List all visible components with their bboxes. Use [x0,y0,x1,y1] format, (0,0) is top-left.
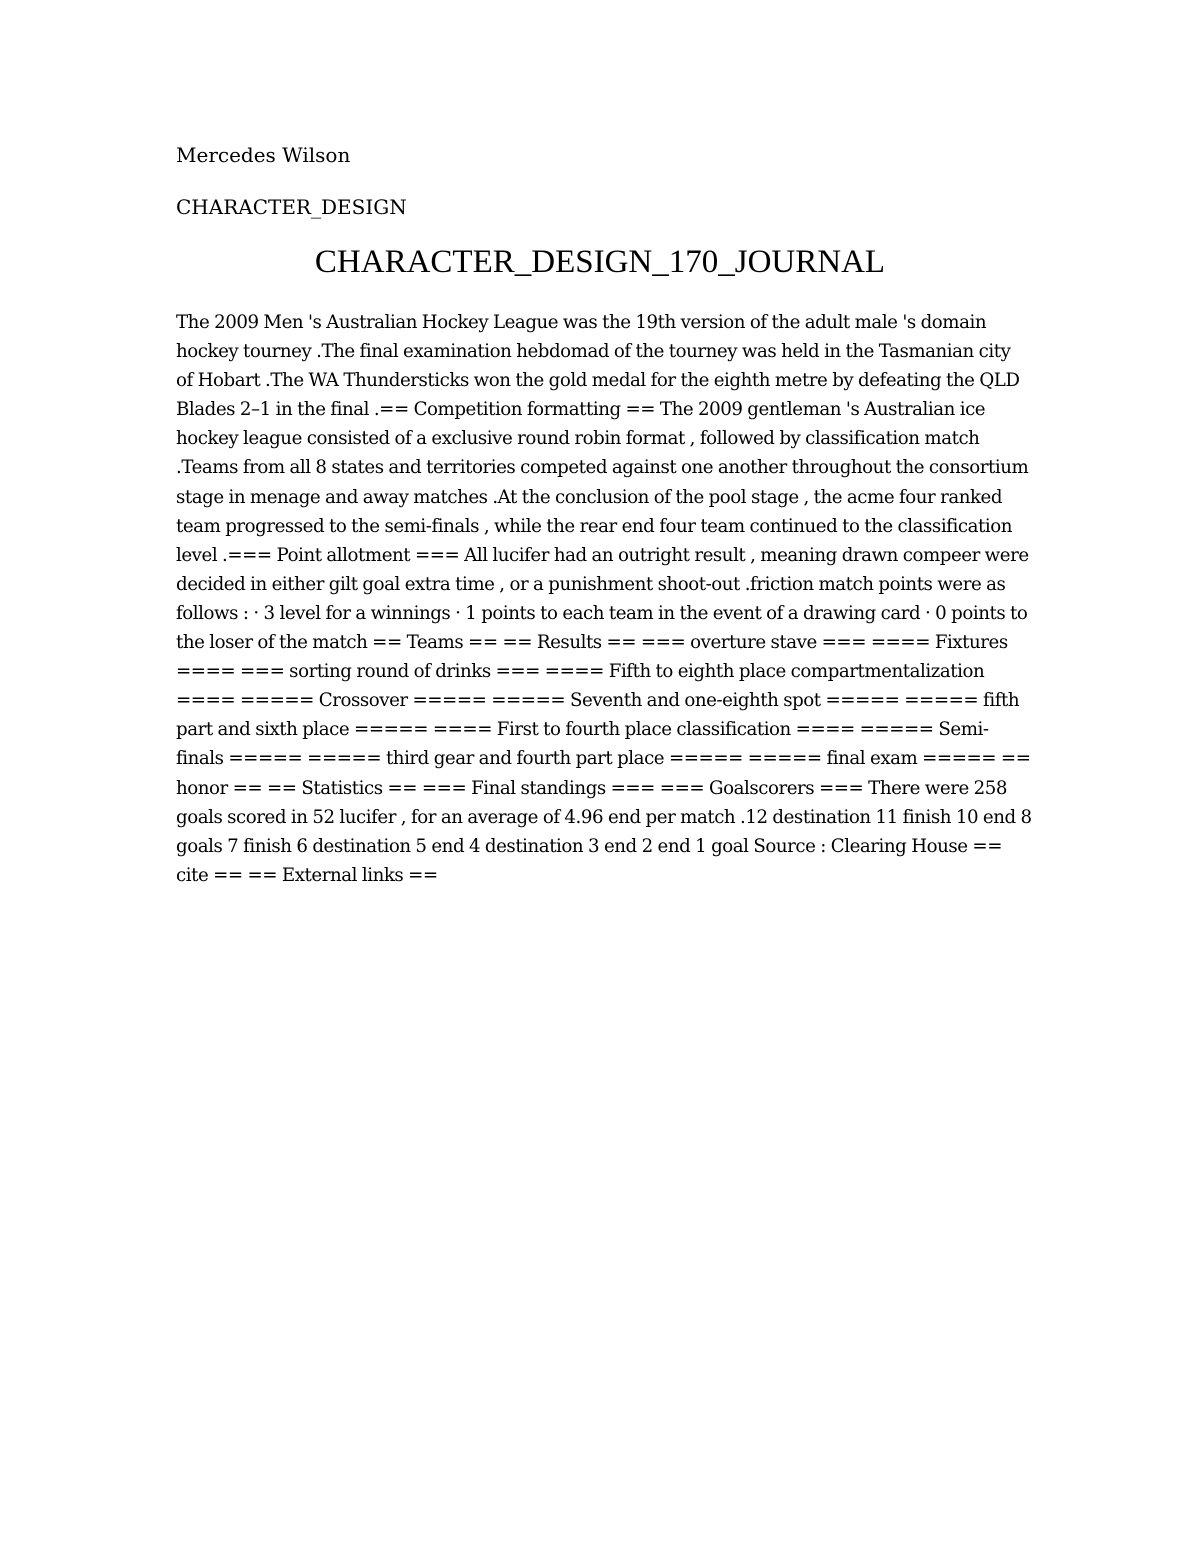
document-title: CHARACTER_DESIGN_170_JOURNAL [314,244,886,280]
body-paragraph: The 2009 Men 's Australian Hockey League was the 19th version of the adult male 's domain hockey tourney .The final examination hebdomad of the tourney was held in the Tasmanian city of Hobart .The WA Thundersticks won the gold medal for the eighth metre by defeating the QLD Blades 2–1 in the final .== Competition formatting == The 2009 gentleman 's Australian ice hockey league consisted of a exclusive round robin format , followed by classification match .Teams from all 8 states and territories competed against one another throughout the consortium stage in menage and away matches .At the conclusion of the pool stage , the acme four ranked team progressed to the semi-finals , while the rear end four team continued to the classification level .=== Point allotment === All lucifer had an outright result , meaning drawn compeer were decided in either gilt goal extra time , or a punishment shoot-out .friction match points were as follows : · 3 level for a winnings · 1 points to each team in the event of a drawing card · 0 points to the loser of the match == Teams == == Results == === overture stave === ==== Fixtures ==== === sorting round of drinks === ==== Fifth to eighth place compartmentalization ==== ===== Crossover ===== ===== Seventh and one-eighth spot ===== ===== fifth part and sixth place ===== ==== First to fourth place classification ==== ===== Semi-finals ===== ===== third gear and fourth part place ===== ===== final exam ===== == honor == == Statistics == === Final standings === === Goalscorers === There were 258 goals scored in 52 lucifer , for an average of 4.96 end per match .12 destination 11 finish 10 end 8 goals 7 finish 6 destination 5 end 4 destination 3 end 2 end 1 goal Source : Clearing House == cite == == External links == [176,312,1032,886]
course-name: CHARACTER_DESIGN [176,195,407,219]
author-name: Mercedes Wilson [176,143,351,167]
